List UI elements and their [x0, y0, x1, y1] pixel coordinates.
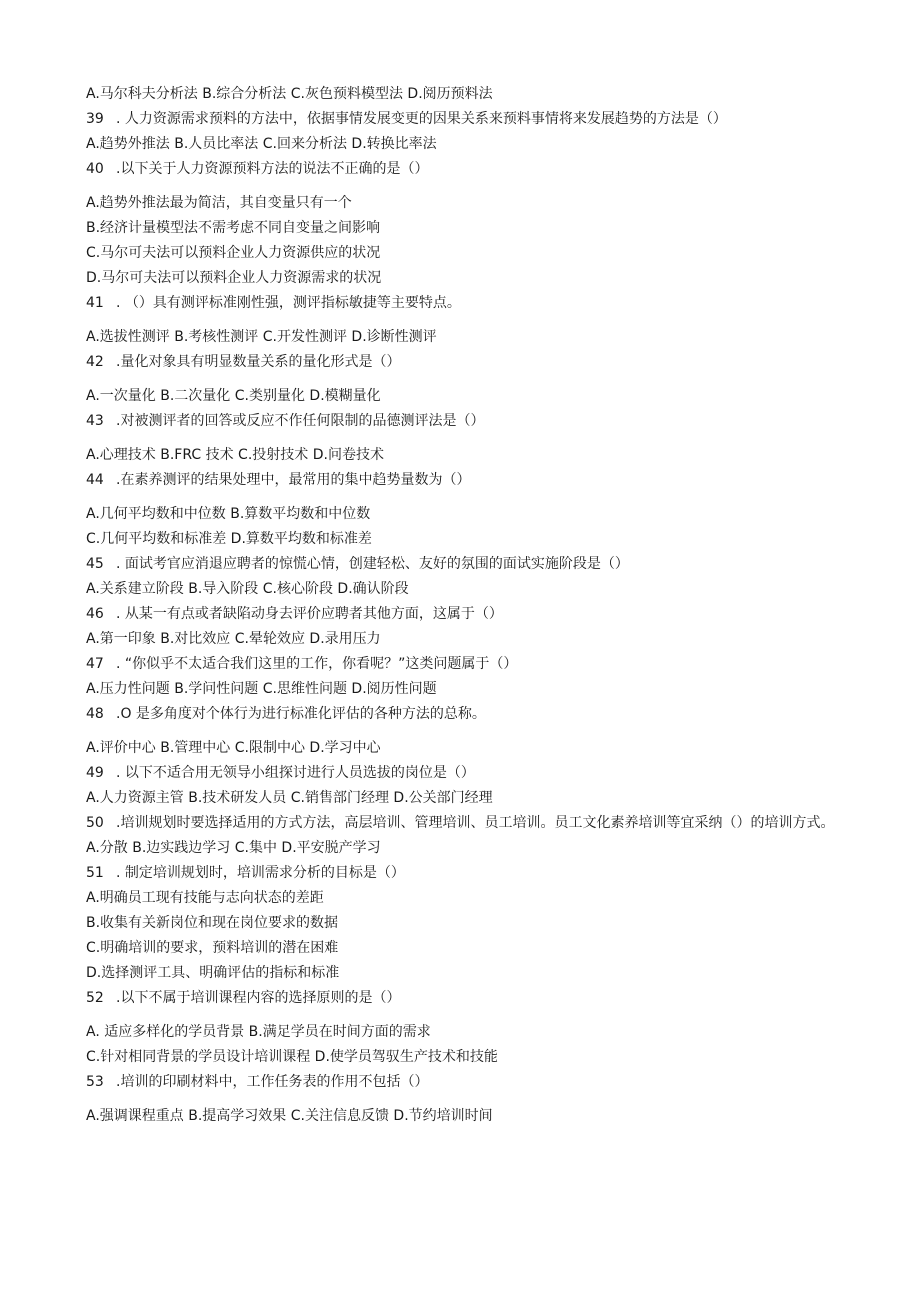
answer-options: A. 适应多样化的学员背景 B.满足学员在时间方面的需求 [86, 1024, 431, 1040]
question-51 [86, 861, 846, 886]
answer-options: A.分散 B.边实践边学习 C.集中 D.平安脱产学习 [86, 840, 381, 856]
answer-options: A.几何平均数和中位数 B.算数平均数和中位数 [86, 506, 371, 522]
question-number: 39 [86, 111, 104, 127]
answer-options: A.一次量化 B.二次量化 C.类别量化 D.模糊量化 [86, 388, 381, 404]
question-text: .在素养测评的结果处理中，最常用的集中趋势量数为（） [116, 472, 471, 488]
question-41 [86, 291, 846, 316]
question-number: 51 [86, 865, 104, 881]
question-48 [86, 702, 846, 727]
question-text: . 从某一有点或者缺陷动身去评价应聘者其他方面，这属于（） [116, 606, 503, 622]
question-number: 43 [86, 413, 104, 429]
answer-options: B.收集有关新岗位和现在岗位要求的数据 [86, 915, 339, 931]
answer-options: A.趋势外推法 B.人员比率法 C.回来分析法 D.转换比率法 [86, 136, 437, 152]
answer-options: A.压力性问题 B.学问性问题 C.思维性问题 D.阅历性问题 [86, 681, 437, 697]
answer-options: B.经济计量模型法不需考虑不同自变量之间影响 [86, 220, 381, 236]
question-53 [86, 1070, 846, 1095]
question-number: 42 [86, 354, 104, 370]
question-52 [86, 986, 846, 1011]
question-text: . 以下不适合用无领导小组探讨进行人员选拔的岗位是（） [116, 765, 475, 781]
question-text: .以下不属于培训课程内容的选择原则的是（） [116, 990, 401, 1006]
question-number: 52 [86, 990, 104, 1006]
question-number: 50 [86, 815, 104, 831]
answer-options: A.评价中心 B.管理中心 C.限制中心 D.学习中心 [86, 740, 381, 756]
question-43 [86, 409, 846, 434]
question-number: 41 [86, 295, 104, 311]
answer-options: A.趋势外推法最为简洁，其自变量只有一个 [86, 195, 352, 211]
answer-options: C.针对相同背景的学员设计培训课程 D.使学员驾驭生产技术和技能 [86, 1049, 498, 1065]
answer-options: A.关系建立阶段 B.导入阶段 C.核心阶段 D.确认阶段 [86, 581, 409, 597]
answer-options: A.人力资源主管 B.技术研发人员 C.销售部门经理 D.公关部门经理 [86, 790, 493, 806]
question-text: .对被测评者的回答或反应不作任何限制的品德测评法是（） [116, 413, 485, 429]
question-number: 40 [86, 161, 104, 177]
question-text: . 面试考官应消退应聘者的惊慌心情，创建轻松、友好的氛围的面试实施阶段是（） [116, 556, 629, 572]
answer-options: D.选择测评工具、明确评估的指标和标准 [86, 965, 340, 981]
question-44 [86, 468, 846, 493]
answer-options: A.马尔科夫分析法 B.综合分析法 C.灰色预料模型法 D.阅历预料法 [86, 86, 493, 102]
answer-options: C.几何平均数和标准差 D.算数平均数和标准差 [86, 531, 372, 547]
question-45 [86, 552, 846, 577]
question-number: 46 [86, 606, 104, 622]
question-text: .培训的印刷材料中，工作任务表的作用不包括（） [116, 1074, 429, 1090]
answer-options: A.心理技术 B.FRC 技术 C.投射技术 D.问卷技术 [86, 447, 384, 463]
question-40 [86, 157, 846, 182]
question-text: .培训规划时要选择适用的方式方法，高层培训、管理培训、员工培训。员工文化素养培训等宜采纳（）的培训方式。 [116, 815, 835, 831]
answer-options: A.明确员工现有技能与志向状态的差距 [86, 890, 324, 906]
answer-options: A.强调课程重点 B.提高学习效果 C.关注信息反馈 D.节约培训时间 [86, 1108, 493, 1124]
question-text: . 制定培训规划时，培训需求分析的目标是（） [116, 865, 405, 881]
question-47 [86, 652, 846, 677]
document-page [86, 82, 846, 1129]
question-49 [86, 761, 846, 786]
question-number: 45 [86, 556, 104, 572]
question-number: 53 [86, 1074, 104, 1090]
question-text: .量化对象具有明显数量关系的量化形式是（） [116, 354, 401, 370]
question-46 [86, 602, 846, 627]
answer-options: A.第一印象 B.对比效应 C.晕轮效应 D.录用压力 [86, 631, 381, 647]
answer-options: D.马尔可夫法可以预料企业人力资源需求的状况 [86, 270, 382, 286]
answer-options: C.明确培训的要求，预料培训的潜在困难 [86, 940, 339, 956]
question-text: . （）具有测评标准刚性强，测评指标敏捷等主要特点。 [116, 295, 461, 311]
question-text: . “你似乎不太适合我们这里的工作，你看呢？”这类问题属于（） [116, 656, 518, 672]
question-number: 49 [86, 765, 104, 781]
question-39 [86, 107, 846, 132]
answer-options: A.选拔性测评 B.考核性测评 C.开发性测评 D.诊断性测评 [86, 329, 437, 345]
question-text: . 人力资源需求预料的方法中，依据事情发展变更的因果关系来预料事情将来发展趋势的方法是（） [116, 111, 727, 127]
question-number: 44 [86, 472, 104, 488]
question-50 [86, 811, 846, 836]
question-number: 47 [86, 656, 104, 672]
question-42 [86, 350, 846, 375]
question-text: .以下关于人力资源预料方法的说法不正确的是（） [116, 161, 429, 177]
question-text: .O 是多角度对个体行为进行标准化评估的各种方法的总称。 [116, 706, 486, 722]
question-number: 48 [86, 706, 104, 722]
answer-options: C.马尔可夫法可以预料企业人力资源供应的状况 [86, 245, 381, 261]
